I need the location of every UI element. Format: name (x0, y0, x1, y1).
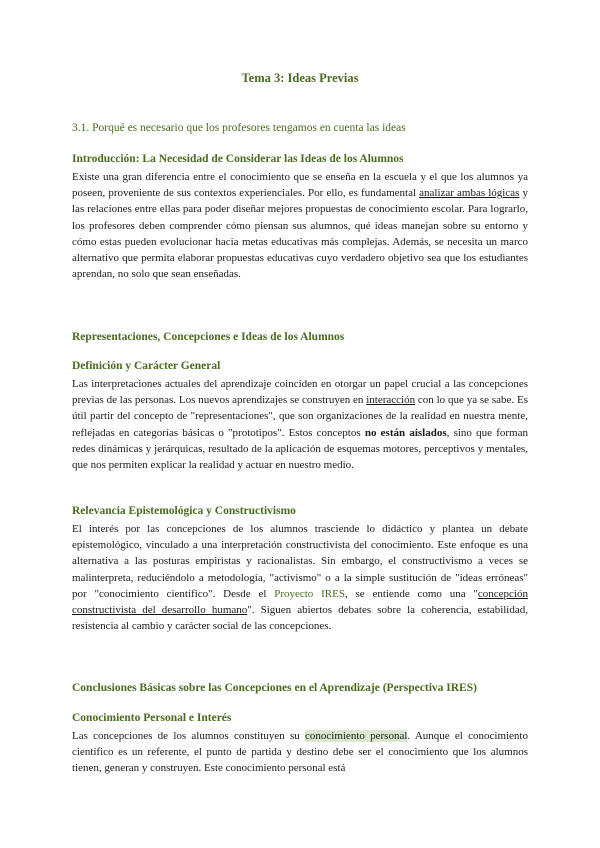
conocimiento-highlight: conocimiento personal (305, 730, 408, 742)
conclusiones-heading: Conclusiones Básicas sobre las Concepciones en el Aprendizaje (Perspectiva IRES) (72, 682, 477, 694)
intro-text-1: Existe una gran diferencia entre el conocimiento que se enseña en la escuela y el que los alumnos ya poseen, proveniente de sus contextos experienciales. Por ello, es fundamental (72, 171, 528, 200)
relevancia-text-1: El interés por las concepciones de los alumnos trasciende lo didáctico y plantea un debate epistemológico, vinculado a una interpretación constructivista del conocimiento. Este enfoque es una alternativa a las posturas empiristas y racionalistas. Sin embargo, el constructivismo a veces se malinterpreta, reduciéndolo a metodología, "activismo" o a la simple sustitución de "ideas erróneas" por "conocimiento científico". Desde el (72, 523, 528, 600)
representaciones-heading: Representaciones, Concepciones e Ideas de los Alumnos (72, 331, 345, 343)
page-title: Tema 3: Ideas Previas (241, 71, 359, 85)
intro-heading: Introducción: La Necesidad de Considerar las Ideas de los Alumnos (72, 153, 404, 165)
definicion-text-2: con lo que ya se sabe. Es útil partir del concepto de "representaciones", que son organizaciones de la realidad en nuestra mente, reflejadas en categorías básicas o "prototipos". Estos conceptos (72, 394, 528, 439)
relevancia-heading: Relevancia Epistemológica y Constructivismo (72, 505, 296, 517)
intro-paragraph (72, 169, 528, 282)
relevancia-underline: concepción constructivista del desarrollo humano (72, 587, 528, 617)
relevancia-text-3: ". Siguen abiertos debates sobre la coherencia, estabilidad, resistencia al cambio y carácter social de las concepciones. (72, 604, 528, 633)
conocimiento-heading: Conocimiento Personal e Interés (72, 712, 232, 724)
relevancia-text-2: , se entiende como una " (344, 587, 478, 600)
definicion-text-1: Las interpretaciones actuales del aprendizaje coinciden en otorgar un papel crucial a las concepciones previas de las personas. Los nuevos aprendizajes se construyen en (72, 378, 528, 407)
definicion-bold: no están aislados (364, 426, 447, 439)
conocimiento-paragraph (72, 728, 528, 777)
proyecto-ires-link[interactable]: Proyecto IRES (274, 587, 345, 600)
definicion-text-3: , sino que forman redes dinámicas y jerárquicas, resultado de la aplicación de esquemas motores, perceptivos y mentales, que nos permiten explicar la realidad y actuar en nuestro medio. (72, 426, 528, 472)
definicion-heading: Definición y Carácter General (72, 360, 221, 372)
conocimiento-text-2: . Aunque el conocimiento científico es un referente, el punto de partida y destino debe ser el conocimiento que los alumnos tienen, generan y construyen. Este conocimiento personal está (72, 730, 528, 775)
conocimiento-text-1: Las concepciones de los alumnos constituyen su (72, 730, 305, 742)
intro-underline: analizar ambas lógicas (419, 187, 520, 200)
intro-text-2: y las relaciones entre ellas para poder diseñar mejores propuestas de conocimiento escolar. Para lograrlo, los profesores deben comprender cómo piensan sus alumnos, qué ideas manejan sobre su entorno y cómo estas pueden evolucionar hacia metas educativas más complejas. Además, se necesita un marco alternativo que permita elaborar propuestas educativas cuyo verdadero objetivo sea que los estudiantes aprendan, no solo que sean enseñadas. (72, 187, 528, 281)
definicion-paragraph (72, 376, 528, 473)
section-3-1-heading: 3.1. Porqué es necesario que los profesores tengamos en cuenta las ideas (72, 122, 406, 134)
relevancia-paragraph (72, 521, 528, 634)
definicion-underline: interacción (366, 394, 416, 407)
